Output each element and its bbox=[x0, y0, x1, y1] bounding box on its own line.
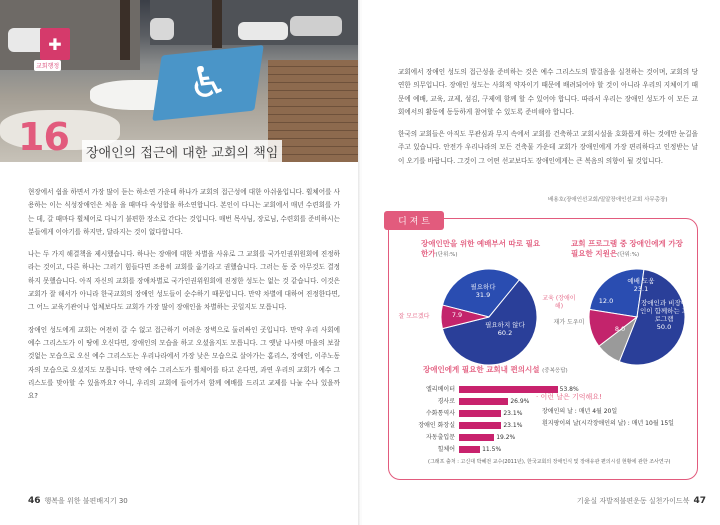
wheelchair-icon: ♿ bbox=[184, 55, 231, 110]
folio-text: 행복을 위한 불편배지기 30 bbox=[44, 497, 128, 505]
bar-label: 경사로 bbox=[437, 398, 455, 405]
memo-title: · 이런 날은 기억해요! bbox=[536, 393, 602, 401]
byline: 배용호(장애인선교회/밀알장애인선교회 사무총장) bbox=[548, 197, 668, 203]
pie2-value-home: 8.0 bbox=[614, 325, 626, 333]
chapter-number: 16 bbox=[18, 115, 69, 159]
pie2-question: 교회 프로그램 중 장애인에게 가장 필요한 지원은(단위:%) bbox=[571, 239, 683, 258]
data-box bbox=[388, 218, 698, 480]
paragraph: 장애인 성도에게 교회는 여전히 갈 수 없고 접근하기 어려운 장벽으로 둘러싸인 곳입니다. 만약 우리 사회에 예수 그리스도가 이 땅에 오신다면, 장애인의 모습을 하고 오셨을지도 모릅니다. 그 옛날 나사렛 마을의 보잘 것없는 모습으로 오신 예수 그리스도는 우리나라에서 가장 낮은 모습으로 살아가는 홈리스, 장애인, 이주노동자의 모습으로 오셨지도 모릅니다. 만약 예수 그리스도가 휠체어를 타고 온다면, 과연 우리의 교회가 예수 그리스도를 맞아할 수 있을까요? 아니, 우리의 교회에 들어가서 함께 예배를 드리고 교제를 나눌 수나 있을까요? bbox=[28, 325, 340, 401]
page-number: 47 bbox=[693, 496, 706, 506]
bar bbox=[459, 422, 501, 429]
bar-label: 자동출입문 bbox=[426, 434, 455, 441]
paragraph: 한국의 교회들은 아직도 무관심과 무지 속에서 교회를 건축하고 교회시설을 호화롭게 하는 것에만 눈길을 주고 있습니다. 안전가 우리나라의 모든 건축물 가운데 교회가 장애인에게 가장 편리하다고 인정받는 날이 오기를 바랍니다. 그것이 그 어떤 선교보다도 장애인에게는 큰 복음의 의향이 될 것입니다. bbox=[398, 130, 698, 165]
paragraph: 교회에서 장애인 성도의 접근성을 준비하는 것은 예수 그리스도의 발걸음을 실천하는 것이며, 교회의 당연한 의무입니다. 장애인 성도는 사회적 약자이기 때문에 배려되어야 할 것이 아니라 우리의 지체이기 때문에 예배, 교육, 교제, 섬김, 구제에 함께 할 수 있어야 합니다. 따라서 우리는 장애인 성도가 이 모든 교회에서의 활동에 동등하게 참여할 수 있도록 준비해야 합니다. bbox=[398, 68, 698, 116]
pie1-label-need: 필요하다 31.9 bbox=[470, 283, 496, 299]
bar-value: 11.5% bbox=[482, 446, 502, 453]
left-body bbox=[28, 186, 340, 412]
data-tag: 디 져 트 bbox=[384, 211, 444, 230]
bar bbox=[459, 446, 480, 453]
pie2-label-together: 장애인과 비장애인이 함께하는 프로그램 50.0 bbox=[639, 299, 689, 331]
bar-question: 장애인에게 필요한 교회내 편의시설 (중복응답) bbox=[423, 365, 568, 374]
memo-line-2: 흰지팡이의 날(시각장애인의 날) : 매년 10월 15일 bbox=[542, 420, 674, 427]
bar-value: 19.2% bbox=[496, 434, 516, 441]
right-folio bbox=[577, 496, 706, 506]
bar bbox=[459, 398, 508, 405]
bar-value: 23.1% bbox=[503, 422, 523, 429]
pie2-value-edu: 12.0 bbox=[598, 297, 614, 305]
bar-value: 53.8% bbox=[559, 386, 579, 393]
left-folio bbox=[28, 496, 128, 506]
pie2-label-edu: 교육 (장애이해) bbox=[542, 295, 576, 310]
chapter-title: 장애인의 접근에 대한 교회의 책임 bbox=[82, 140, 282, 163]
pie1-label-unsure: 잘 모르겠다 bbox=[398, 313, 430, 320]
bar bbox=[459, 434, 494, 441]
category-tag: 교회행정 bbox=[34, 60, 61, 71]
bar-label: 힐체어 bbox=[437, 446, 455, 453]
folio-text: 기윤실 자발적불편운동 실천가이드북 bbox=[576, 497, 690, 505]
page-number: 46 bbox=[28, 496, 41, 506]
pie2-label-worship: 예배 도움 23.1 bbox=[627, 277, 655, 293]
pie2-label-home: 재가 도우미 bbox=[553, 319, 585, 326]
pie1-label-noneed: 필요하지 않다 60.2 bbox=[485, 321, 525, 337]
church-icon: ✚ bbox=[40, 28, 70, 60]
right-body bbox=[398, 66, 698, 177]
paragraph: 현장에서 쉽을 하면서 가장 많이 듣는 하소연 가운데 하나가 교회의 접근성에 대한 아쉬움입니다. 휠체어를 사용하는 이는 식성장애인은 처음 을 때마다 숙성합을 하소연합니다. 본인이 다니는 교회에서 매년 수련회를 가는 데, 갈 때마다 휠체어로 다니기 불편한 장소로 간다는 것입니다. 매번 목사님, 장로님, 수련회를 준비하시는 분들에게 이야기를 하지만, 달라지는 것이 없다합니다. bbox=[28, 188, 340, 236]
bar-value: 26.9% bbox=[510, 398, 530, 405]
pie1-question: 장애인만을 위한 예배부서 따로 필요한가(단위:%) bbox=[421, 239, 541, 258]
bar-label: 수화통역사 bbox=[426, 410, 455, 417]
wheelchair-sign bbox=[152, 45, 264, 121]
chart-source: (그래프 출처 : 고신대 박혜전 교수(2011년), 한국교회의 장애인식 및 장애유관 편의시설 현황에 관한 조사연구) bbox=[428, 459, 671, 465]
pie1-value-unsure: 7.9 bbox=[451, 311, 463, 319]
memo-line-1: 장애인의 날 : 매년 4월 20일 bbox=[542, 408, 618, 415]
paragraph: 나는 두 가지 해결책을 제시했습니다. 하나는 장애에 대한 차별을 사유로 그 교회를 국가인권위원회에 진정하라는 것이고, 다른 하나는 그러기 힘들다면 조용히 교회를 옮기라고 권했습니다. 그러는 동 중 아무것도 결정하지 못했습니다. 아직 자신의 교회를 장애차별로 국가인권위원회에 진정한 성도는 없는 것 같습니다. 이것은 교회가 잘 해서가 아니라 한국교회의 장애인 성도들이 순수하기 때문입니다. 만약 차별에 대하여 진정한다면, 그 어느 교육기관이나 업체보다도 교회가 가장 많이 장애인을 차별하는 곳일지도 모릅니다. bbox=[28, 250, 340, 312]
bar-label: 엘리베이터 bbox=[426, 386, 455, 393]
bar-label: 장애인 화장실 bbox=[418, 422, 455, 429]
bar bbox=[459, 410, 501, 417]
bar-value: 23.1% bbox=[503, 410, 523, 417]
